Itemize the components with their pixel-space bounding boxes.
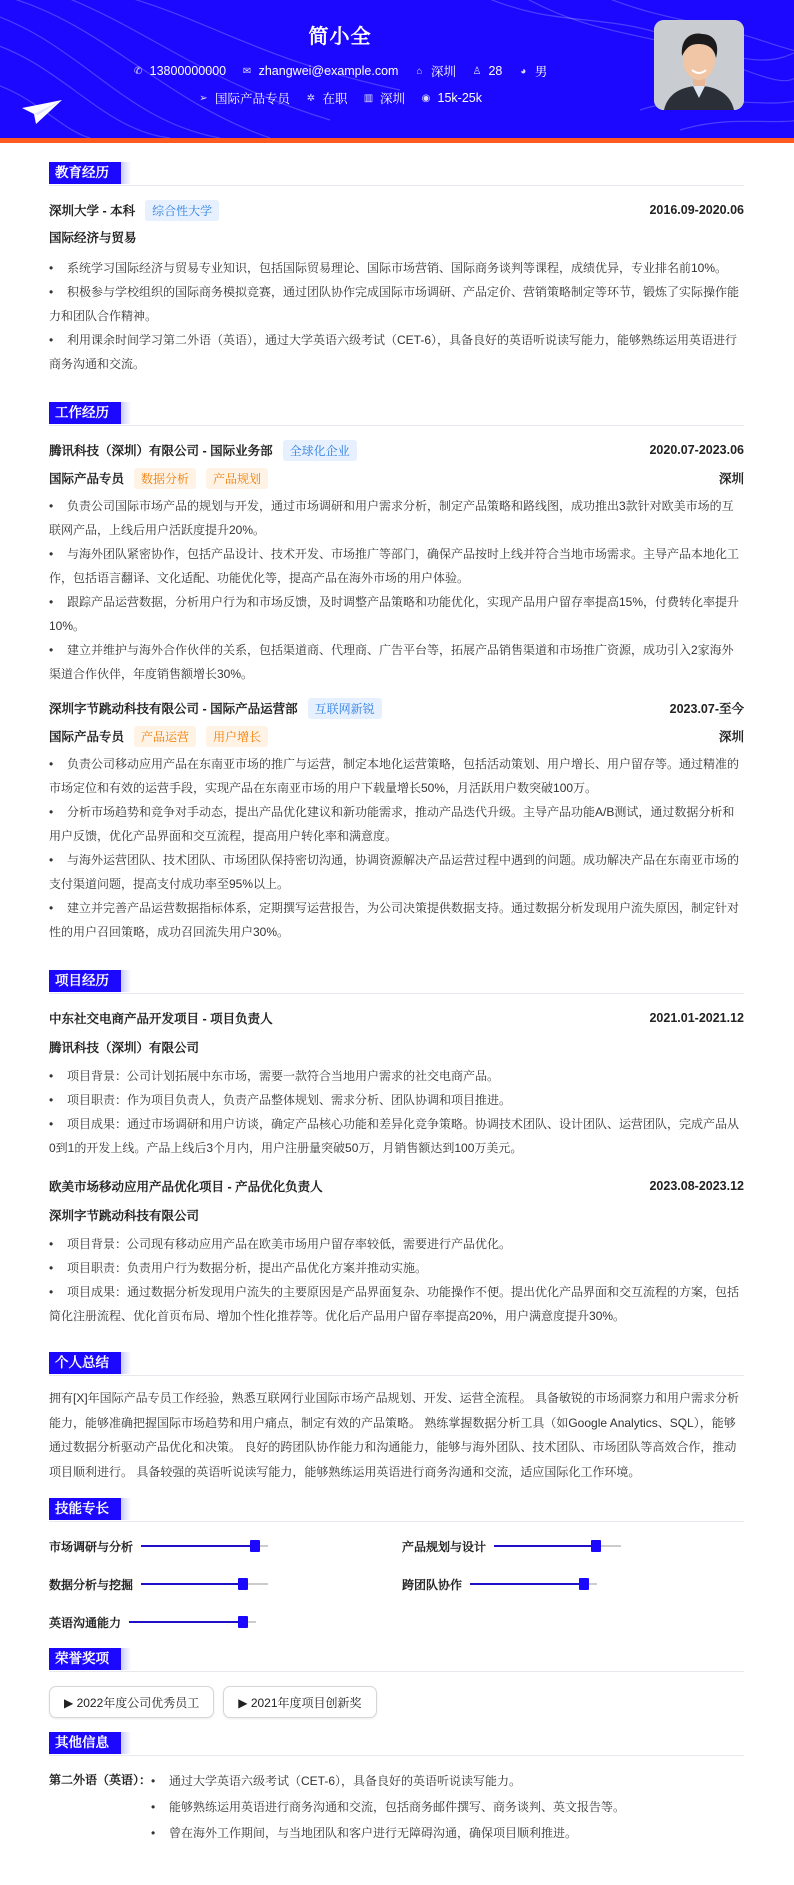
section-title: 荣誉奖项 <box>49 1648 121 1670</box>
skill-level-bar <box>141 1583 268 1585</box>
skill-level-fill <box>129 1621 243 1623</box>
award-item <box>223 1686 376 1718</box>
list-item: • 项目背景：公司计划拓展中东市场，需要一款符合当地用户需求的社交电商产品。 <box>49 1064 744 1088</box>
mail-icon: ✉ <box>242 65 252 77</box>
skill-level-fill <box>141 1545 255 1547</box>
list-item: • 负责公司国际市场产品的规划与开发，通过市场调研和用户需求分析，制定产品策略和路线图，成功推出3款针对欧美市场的互联网产品，上线后用户活跃度提升20%。 <box>49 494 744 542</box>
company-tag: 互联网新锐 <box>308 698 382 719</box>
section-education <box>49 160 744 186</box>
company: 深圳字节跳动科技有限公司 - 国际产品运营部 <box>49 702 298 716</box>
job-intent <box>90 89 590 107</box>
skill-level-fill <box>141 1583 243 1585</box>
email: zhangwei@example.com <box>258 64 399 78</box>
skill-level-thumb <box>238 1578 248 1590</box>
skill-tag: 产品运营 <box>134 726 196 747</box>
section-title: 教育经历 <box>49 162 121 184</box>
list-item: • 积极参与学校组织的国际商务模拟竞赛，通过团队协作完成国际市场调研、产品定价、营销策略制定等环节，锻炼了实际操作能力和团队合作精神。 <box>49 280 744 328</box>
company-tag: 全球化企业 <box>283 440 357 461</box>
award-item <box>49 1686 214 1718</box>
project-entry <box>49 1004 744 1032</box>
role: 国际产品专员 <box>49 472 125 486</box>
skill-item <box>49 1570 402 1598</box>
date: 2020.07-2023.06 <box>649 443 744 457</box>
list-item: • 建立并维护与海外合作伙伴的关系，包括渠道商、代理商、广告平台等，拓展产品销售渠道和市场推广资源，成功引入2家海外渠道合作伙伴，年度销售额增长30%。 <box>49 638 744 686</box>
target-position: 国际产品专员 <box>215 92 291 106</box>
skill-name: 市场调研与分析 <box>49 1539 134 1554</box>
skill-name: 产品规划与设计 <box>402 1539 487 1554</box>
major: 国际经济与贸易 <box>49 231 137 245</box>
section-title: 技能专长 <box>49 1498 121 1520</box>
accent-bar <box>0 138 794 143</box>
gender-icon: ◕ <box>520 65 527 77</box>
age: 28 <box>488 64 503 78</box>
target-city: 深圳 <box>380 92 406 106</box>
section-work <box>49 400 744 426</box>
work-entry <box>49 436 744 464</box>
skill-level-thumb <box>250 1540 260 1552</box>
list-item: • 项目成果：通过数据分析发现用户流失的主要原因是产品界面复杂、功能操作不便。提出优化产品界面和交互流程的方案，包括简化注册流程、优化首页布局、增加个性化推荐等。优化后产品用户留存率提高20%，用户满意度提升30%。 <box>49 1280 744 1328</box>
phone-icon: ✆ <box>133 65 143 77</box>
list-item: • 通过大学英语六级考试（CET-6），具备良好的英语听说读写能力。 <box>151 1768 625 1794</box>
section-title: 项目经历 <box>49 970 121 992</box>
skill-level-thumb <box>238 1616 248 1628</box>
date: 2021.01-2021.12 <box>649 1011 744 1025</box>
section-other <box>49 1730 744 1756</box>
skill-level-thumb <box>579 1578 589 1590</box>
skill-level-thumb <box>591 1540 601 1552</box>
skill-item <box>402 1532 744 1560</box>
list-item: • 项目职责：作为项目负责人，负责产品整体规划、需求分析、团队协调和项目推进。 <box>49 1088 744 1112</box>
gender: 男 <box>534 65 548 79</box>
role-row <box>49 464 744 492</box>
list-item: • 跟踪产品运营数据，分析用户行为和市场反馈，及时调整产品策略和功能优化，实现产品用户留存率提高15%，付费转化率提升10%。 <box>49 590 744 638</box>
skill-level-bar <box>494 1545 621 1547</box>
role-row <box>49 722 744 750</box>
list-item: • 负责公司移动应用产品在东南亚市场的推广与运营，制定本地化运营策略，包括活动策划、用户增长、用户留存等。通过精准的市场定位和有效的运营手段，实现产品在东南亚市场的用户下载量增长50%，月活跃用户数突破100万。 <box>49 752 744 800</box>
section-summary <box>49 1350 744 1376</box>
award-label: 2021年度项目创新奖 <box>250 1696 362 1710</box>
section-awards <box>49 1646 744 1672</box>
resume-header <box>0 0 794 138</box>
list-item: • 项目职责：负责用户行为数据分析，提出产品优化方案并推动实施。 <box>49 1256 744 1280</box>
project-title: 欧美市场移动应用产品优化项目 - 产品优化负责人 <box>49 1180 323 1194</box>
date: 2023.08-2023.12 <box>649 1179 744 1193</box>
skill-name: 数据分析与挖掘 <box>49 1577 134 1592</box>
profile-photo <box>654 20 744 110</box>
salary: 15k-25k <box>437 91 482 105</box>
company: 腾讯科技（深圳）有限公司 - 国际业务部 <box>49 444 273 458</box>
candidate-name: 简小全 <box>308 26 372 48</box>
project-entry <box>49 1172 744 1200</box>
skill-level-fill <box>470 1583 584 1585</box>
paper-plane-icon <box>22 100 64 126</box>
send-icon: ➢ <box>199 92 208 104</box>
list-item: • 能够熟练运用英语进行商务沟通和交流，包括商务邮件撰写、商务谈判、英文报告等。 <box>151 1794 625 1820</box>
section-projects <box>49 968 744 994</box>
list-item: • 项目背景：公司现有移动应用产品在欧美市场用户留存率较低，需要进行产品优化。 <box>49 1232 744 1256</box>
project-company: 深圳字节跳动科技有限公司 <box>49 1209 200 1223</box>
skill-name: 英语沟通能力 <box>49 1615 122 1630</box>
section-skills <box>49 1496 744 1522</box>
skill-level-bar <box>470 1583 597 1585</box>
education-entry <box>49 196 744 224</box>
skill-level-fill <box>494 1545 596 1547</box>
date: 2023.07-至今 <box>669 702 744 716</box>
list-item: • 与海外运营团队、技术团队、市场团队保持密切沟通，协调资源解决产品运营过程中遇到的问题。成功解决产品在东南亚市场的支付渠道问题，提高支付成功率至95%以上。 <box>49 848 744 896</box>
city: 深圳 <box>430 65 456 79</box>
job-status: 在职 <box>322 92 348 106</box>
award-label: 2022年度公司优秀员工 <box>76 1696 200 1710</box>
list-item: • 系统学习国际经济与贸易专业知识，包括国际贸易理论、国际市场营销、国际商务谈判等课程，成绩优异，专业排名前10%。 <box>49 256 744 280</box>
list-item: • 曾在海外工作期间，与当地团队和客户进行无障碍沟通，确保项目顺利推进。 <box>151 1820 625 1846</box>
building-icon: ▥ <box>363 92 374 104</box>
triangle-icon: ▶ <box>64 1696 77 1710</box>
location: 深圳 <box>718 472 744 486</box>
skill-tag: 数据分析 <box>134 468 196 489</box>
skill-name: 跨团队协作 <box>402 1577 463 1592</box>
project-title: 中东社交电商产品开发项目 - 项目负责人 <box>49 1012 273 1026</box>
salary-icon: ◉ <box>421 92 431 104</box>
school-tag: 综合性大学 <box>145 200 219 221</box>
section-title: 其他信息 <box>49 1732 121 1754</box>
list-item: • 与海外团队紧密协作，包括产品设计、技术开发、市场推广等部门，确保产品按时上线并符合当地市场需求。主导产品本地化工作，包括语言翻译、文化适配、功能优化等，提高产品在海外市场的用户体验。 <box>49 542 744 590</box>
phone: 13800000000 <box>149 64 227 78</box>
skill-item <box>49 1532 402 1560</box>
status-icon: ✲ <box>306 92 316 104</box>
list-item: • 建立并完善产品运营数据指标体系，定期撰写运营报告，为公司决策提供数据支持。通过数据分析发现用户流失原因，制定针对性的用户召回策略，成功召回流失用户30%。 <box>49 896 744 944</box>
section-title: 个人总结 <box>49 1352 121 1374</box>
home-icon: ⌂ <box>416 65 423 77</box>
skill-level-bar <box>129 1621 256 1623</box>
triangle-icon: ▶ <box>238 1696 251 1710</box>
list-item: • 利用课余时间学习第二外语（英语），通过大学英语六级考试（CET-6），具备良好的英语听说读写能力，能够熟练运用英语进行商务沟通和交流。 <box>49 328 744 376</box>
list-item: • 分析市场趋势和竞争对手动态，提出产品优化建议和新功能需求，推动产品迭代升级。主导产品功能A/B测试，通过数据分析和用户反馈，优化产品界面和交互流程，提高用户转化率和满意度。 <box>49 800 744 848</box>
work-entry <box>49 694 744 722</box>
contact-info <box>90 62 590 80</box>
role: 国际产品专员 <box>49 730 125 744</box>
skill-tag: 用户增长 <box>206 726 268 747</box>
skill-level-bar <box>141 1545 268 1547</box>
project-company: 腾讯科技（深圳）有限公司 <box>49 1041 200 1055</box>
skill-tag: 产品规划 <box>206 468 268 489</box>
summary-text: 拥有[X]年国际产品专员工作经验，熟悉互联网行业国际市场产品规划、开发、运营全流程。 具备敏锐的市场洞察力和用户需求分析能力，能够准确把握国际市场趋势和用户痛点，制定有效的产品策略。 熟练掌握数据分析工具（如Google Analytics、SQL），能够通过数据分析驱动产品优化和决策。 良好的跨团队协作能力和沟通能力，能够与海外团队、技术团队、市场团队等高效合作，推动项目顺利进行。 具备较强的英语听说读写能力，能够熟练运用英语进行商务沟通和交流，适应国际化工作环境。 <box>49 1391 740 1479</box>
location: 深圳 <box>718 730 744 744</box>
section-title: 工作经历 <box>49 402 121 424</box>
skill-item <box>49 1608 402 1636</box>
age-icon: ♙ <box>472 65 482 77</box>
other-label: 第二外语（英语）： <box>49 1773 152 1787</box>
date: 2016.09-2020.06 <box>649 203 744 217</box>
list-item: • 项目成果：通过市场调研和用户访谈，确定产品核心功能和差异化竞争策略。协调技术团队、设计团队、运营团队，完成产品从0到1的开发上线。产品上线后3个月内，用户注册量突破50万，月销售额达到100万美元。 <box>49 1112 744 1160</box>
school: 深圳大学 - 本科 <box>49 204 136 218</box>
skill-item <box>402 1570 744 1598</box>
